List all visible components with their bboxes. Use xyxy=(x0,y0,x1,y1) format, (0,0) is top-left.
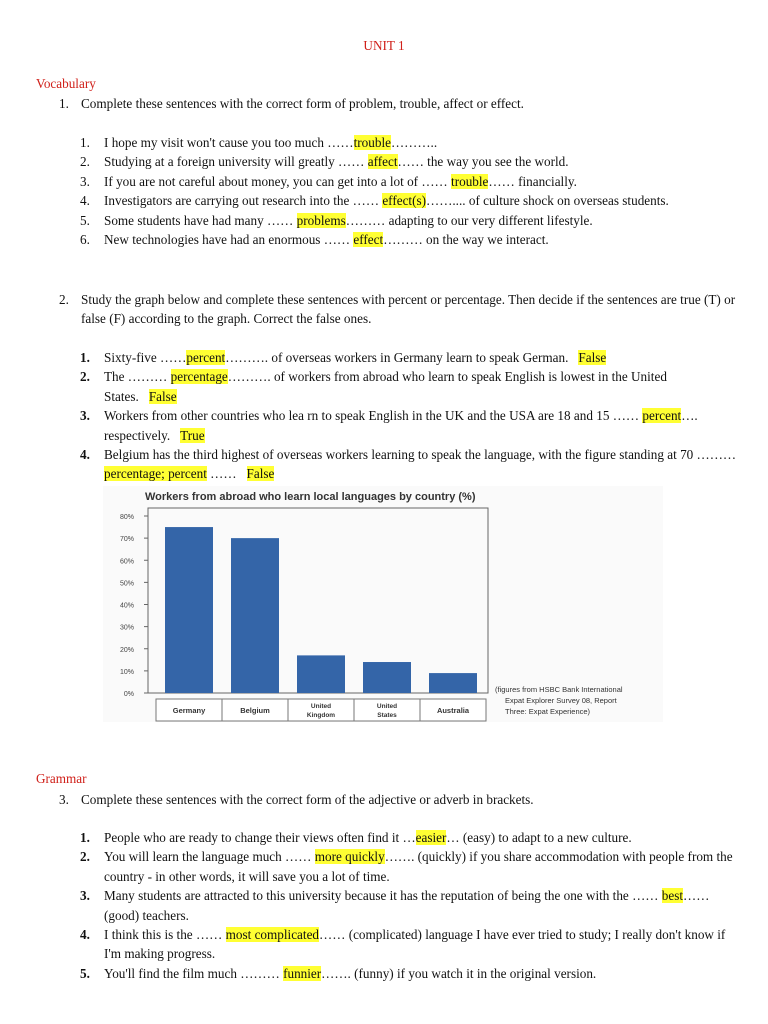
item-text: I hope my visit won't cause you too much …… xyxy=(104,135,354,150)
answer-highlight: effect xyxy=(353,232,384,248)
item-number: 2. xyxy=(80,369,90,385)
bar-chart xyxy=(103,486,663,722)
item-text: ……. (quickly) if you share accommodation with people from the country - in other words, it will save you a lot of time. xyxy=(104,849,733,884)
y-tick-label: 50% xyxy=(119,580,134,588)
item-number: 4. xyxy=(80,193,90,209)
item-number: 6. xyxy=(80,232,90,248)
category-label: United xyxy=(376,703,398,710)
answer-highlight: best xyxy=(661,888,684,904)
answer-highlight: percentage; percent xyxy=(104,466,207,482)
true-false-answer: False xyxy=(148,388,177,404)
item-text: I think this is the …… xyxy=(104,927,226,943)
vocabulary-heading: Vocabulary xyxy=(36,76,96,91)
list-item xyxy=(80,230,740,249)
question-2 xyxy=(36,290,736,329)
item-text: The ……… xyxy=(104,369,171,385)
item-text: Belgium has the third highest of overseas workers learning to speak the language, with the figure standing at 70 ……… xyxy=(104,447,737,463)
question-number: 3. xyxy=(59,792,69,807)
item-text: Workers from other countries who lea rn to speak English in the UK and the USA are 18 and 15 …… xyxy=(104,408,643,424)
answer-highlight: easier xyxy=(415,830,447,845)
item-text: ……….. xyxy=(390,135,438,150)
item-number: 3. xyxy=(80,408,90,424)
bar xyxy=(165,527,213,693)
category-label: Belgium xyxy=(240,706,270,715)
y-tick-label: 80% xyxy=(119,514,134,521)
item-number: 1. xyxy=(80,830,90,845)
item-number: 2. xyxy=(80,154,90,170)
y-tick-label: 0% xyxy=(123,691,134,698)
list-item xyxy=(80,172,740,191)
list-item xyxy=(80,367,740,406)
item-text: …. respectively. xyxy=(104,408,698,443)
list-item xyxy=(80,152,740,171)
question-text: Complete these sentences with the correct form of the adjective or adverb in brackets. xyxy=(81,792,534,807)
item-number: 3. xyxy=(80,888,90,904)
list-item xyxy=(80,847,740,886)
category-label: Germany xyxy=(172,706,206,715)
graph-source-note: Expat Explorer Survey 08, Report xyxy=(505,696,617,705)
category-label: States xyxy=(377,712,397,719)
item-text: People who are ready to change their views often find it … xyxy=(104,830,416,845)
category-label: United xyxy=(310,703,332,710)
category-label: Australia xyxy=(436,706,470,715)
y-tick-label: 40% xyxy=(119,602,134,610)
answer-highlight: trouble xyxy=(353,135,391,150)
list-item xyxy=(80,445,740,484)
question-text: Study the graph below and complete these sentences with percent or percentage. Then decide if the sentences are true (T) or false (F) according to the graph. Correct the false ones. xyxy=(81,292,736,327)
list-item xyxy=(80,886,740,925)
true-false-answer: True xyxy=(180,427,205,443)
true-false-answer: False xyxy=(246,466,275,482)
question-3 xyxy=(36,790,736,809)
item-text: ……… on the way we interact. xyxy=(383,232,549,248)
y-tick-label: 20% xyxy=(119,646,134,654)
list-item xyxy=(80,348,740,367)
item-text: …… (good) teachers. xyxy=(104,888,710,923)
answer-highlight: percentage xyxy=(170,369,228,385)
item-text: …… xyxy=(206,466,237,482)
question-number: 1. xyxy=(59,96,69,111)
answer-highlight: percent xyxy=(186,350,226,365)
chart-title: Workers from abroad who learn local languages by country (%) xyxy=(145,491,476,503)
answer-highlight: trouble xyxy=(451,173,489,189)
item-text: You will learn the language much …… xyxy=(104,849,315,865)
item-text: ………. of workers from abroad who learn to speak English is lowest in the United States. xyxy=(104,369,667,404)
bar xyxy=(297,655,345,693)
item-text: Sixty-five …… xyxy=(104,350,187,365)
item-text: ……… adapting to our very different lifestyle. xyxy=(345,212,593,228)
q3-items xyxy=(80,828,740,983)
item-number: 1. xyxy=(80,350,90,365)
bar xyxy=(363,662,411,693)
list-item xyxy=(80,191,740,210)
item-text: ………. of overseas workers in Germany learn to speak German. xyxy=(225,350,569,365)
item-number: 1. xyxy=(80,135,90,150)
item-text: …….... of culture shock on overseas students. xyxy=(426,193,669,209)
item-text: You'll find the film much ……… xyxy=(104,965,284,981)
bar-chart-figure xyxy=(103,486,663,722)
item-text: …… the way you see the world. xyxy=(397,154,569,170)
item-text: … (easy) to adapt to a new culture. xyxy=(446,830,632,845)
list-item xyxy=(80,828,740,847)
category-label: Kingdom xyxy=(306,712,336,719)
grammar-heading: Grammar xyxy=(36,771,87,786)
bar xyxy=(231,538,279,693)
question-text: Complete these sentences with the correct form of problem, trouble, affect or effect. xyxy=(81,96,524,111)
answer-highlight: funnier xyxy=(283,965,322,981)
y-tick-label: 60% xyxy=(119,558,134,566)
list-item xyxy=(80,211,740,230)
item-text: Many students are attracted to this university because it has the reputation of being the one with the …… xyxy=(104,888,662,904)
answer-highlight: most complicated xyxy=(225,927,320,943)
y-tick-label: 70% xyxy=(119,536,134,544)
answer-highlight: more quickly xyxy=(314,849,385,865)
question-1 xyxy=(36,94,736,113)
item-number: 2. xyxy=(80,849,90,865)
q2-items xyxy=(80,348,740,484)
item-text: New technologies have had an enormous …… xyxy=(104,232,354,248)
item-text: Studying at a foreign university will greatly …… xyxy=(104,154,368,170)
q1-items xyxy=(80,133,740,249)
graph-source-note: (figures from HSBC Bank International xyxy=(495,685,623,694)
item-text: Investigators are carrying out research into the …… xyxy=(104,193,383,209)
bar xyxy=(429,673,477,693)
item-number: 3. xyxy=(80,173,90,189)
list-item xyxy=(80,925,740,964)
item-text: …… financially. xyxy=(488,173,577,189)
list-item xyxy=(80,133,740,152)
true-false-answer: False xyxy=(578,350,607,365)
item-text: …… (complicated) language I have ever tried to study; I really don't know if I'm making progress. xyxy=(104,927,726,962)
y-tick-label: 10% xyxy=(119,668,134,676)
answer-highlight: affect xyxy=(367,154,398,170)
question-number: 2. xyxy=(59,292,69,307)
list-item xyxy=(80,406,740,445)
item-text: ……. (funny) if you watch it in the original version. xyxy=(321,965,597,981)
item-number: 4. xyxy=(80,447,90,463)
item-number: 4. xyxy=(80,927,90,943)
answer-highlight: percent xyxy=(642,408,682,424)
item-number: 5. xyxy=(80,965,90,981)
answer-highlight: effect(s) xyxy=(382,193,426,209)
item-number: 5. xyxy=(80,212,90,228)
y-tick-label: 30% xyxy=(119,624,134,632)
answer-highlight: problems xyxy=(296,212,346,228)
graph-source-note: Three: Expat Experience) xyxy=(505,707,591,716)
item-text: If you are not careful about money, you can get into a lot of …… xyxy=(104,173,452,189)
item-text: Some students have had many …… xyxy=(104,212,297,228)
unit-title: UNIT 1 xyxy=(363,38,405,53)
list-item xyxy=(80,964,740,983)
